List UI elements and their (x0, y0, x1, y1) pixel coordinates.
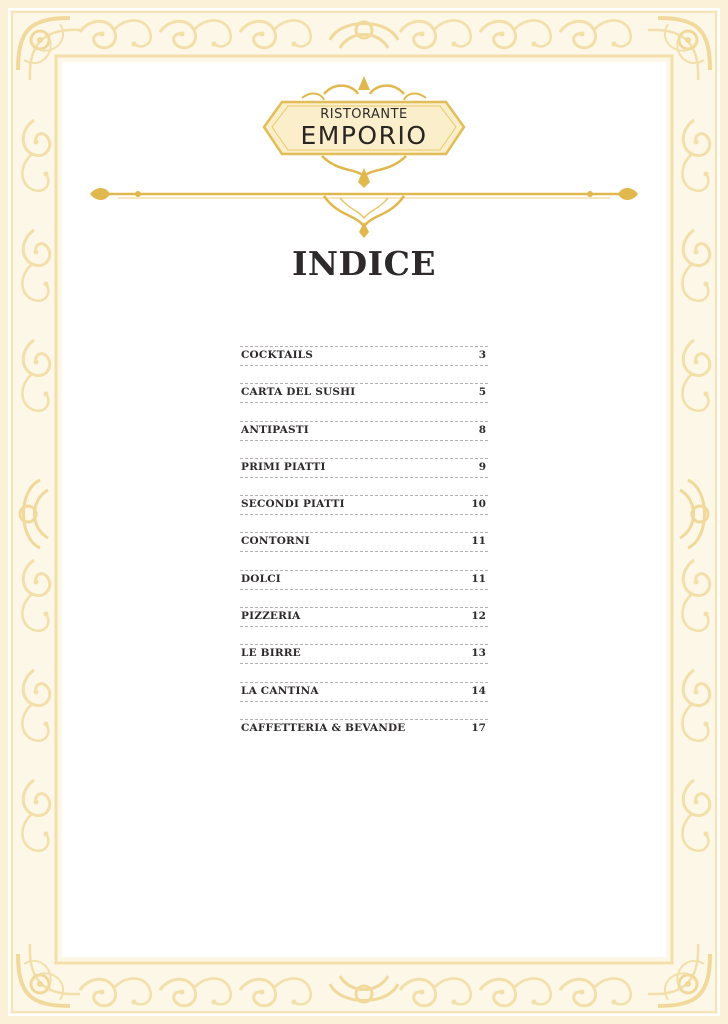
toc-label: SECONDI PIATTI (241, 498, 345, 511)
dotted-rule (240, 458, 488, 459)
dotted-rule (240, 589, 488, 590)
dotted-rule (240, 440, 488, 441)
dotted-rule (240, 402, 488, 403)
toc-label: PIZZERIA (241, 610, 301, 623)
toc-page-number: 17 (471, 721, 486, 734)
dotted-rule (240, 495, 488, 496)
dotted-rule (240, 682, 488, 683)
toc-page-number: 13 (471, 647, 486, 660)
toc-item-la-cantina[interactable] (240, 682, 488, 719)
dotted-rule (240, 626, 488, 627)
toc-page-number: 3 (478, 349, 486, 361)
toc-label: ANTIPASTI (241, 423, 309, 436)
logo-text-ristorante: RISTORANTE (320, 107, 408, 122)
toc-item-dolci[interactable] (240, 570, 488, 607)
toc-label: PRIMI PIATTI (241, 460, 326, 473)
toc-page-number: 14 (471, 684, 486, 697)
dotted-rule (240, 551, 488, 552)
toc-item-contorni[interactable] (240, 532, 488, 569)
toc-item-pizzeria[interactable] (240, 607, 488, 644)
dotted-rule (240, 346, 488, 347)
dotted-rule (240, 421, 488, 422)
dotted-rule (240, 663, 488, 664)
table-of-contents (240, 346, 488, 756)
toc-item-secondi-piatti[interactable] (240, 495, 488, 532)
toc-label: CAFFETTERIA & BEVANDE (241, 721, 406, 734)
toc-page-number: 5 (478, 386, 486, 399)
toc-label: DOLCI (241, 572, 281, 585)
dotted-rule (240, 383, 488, 384)
toc-label: LA CANTINA (241, 684, 319, 697)
page-title: INDICE (291, 244, 437, 283)
restaurant-logo (262, 72, 466, 190)
toc-label: LE BIRRE (241, 647, 301, 660)
toc-page-number: 12 (471, 610, 486, 623)
toc-page-number: 10 (471, 498, 486, 511)
toc-item-caffetteria-bevande[interactable] (240, 719, 488, 756)
dotted-rule (240, 477, 488, 478)
dotted-rule (240, 719, 488, 720)
toc-page-number: 9 (478, 460, 486, 473)
toc-item-antipasti[interactable] (240, 421, 488, 458)
toc-item-primi-piatti[interactable] (240, 458, 488, 495)
toc-page-number: 11 (471, 572, 486, 585)
toc-label: CONTORNI (241, 535, 310, 548)
toc-label: CARTA DEL SUSHI (241, 386, 356, 399)
toc-page-number: 8 (478, 423, 486, 436)
dotted-rule (240, 365, 488, 366)
dotted-rule (240, 644, 488, 645)
logo-text-emporio: EMPORIO (300, 121, 428, 150)
ornamental-divider (88, 180, 640, 240)
toc-item-cocktails[interactable] (240, 346, 488, 383)
toc-item-carta-del-sushi[interactable] (240, 383, 488, 420)
dotted-rule (240, 532, 488, 533)
toc-item-le-birre[interactable] (240, 644, 488, 681)
dotted-rule (240, 701, 488, 702)
toc-label: COCKTAILS (241, 349, 314, 361)
dotted-rule (240, 607, 488, 608)
toc-page-number: 11 (471, 535, 486, 548)
dotted-rule (240, 514, 488, 515)
dotted-rule (240, 570, 488, 571)
